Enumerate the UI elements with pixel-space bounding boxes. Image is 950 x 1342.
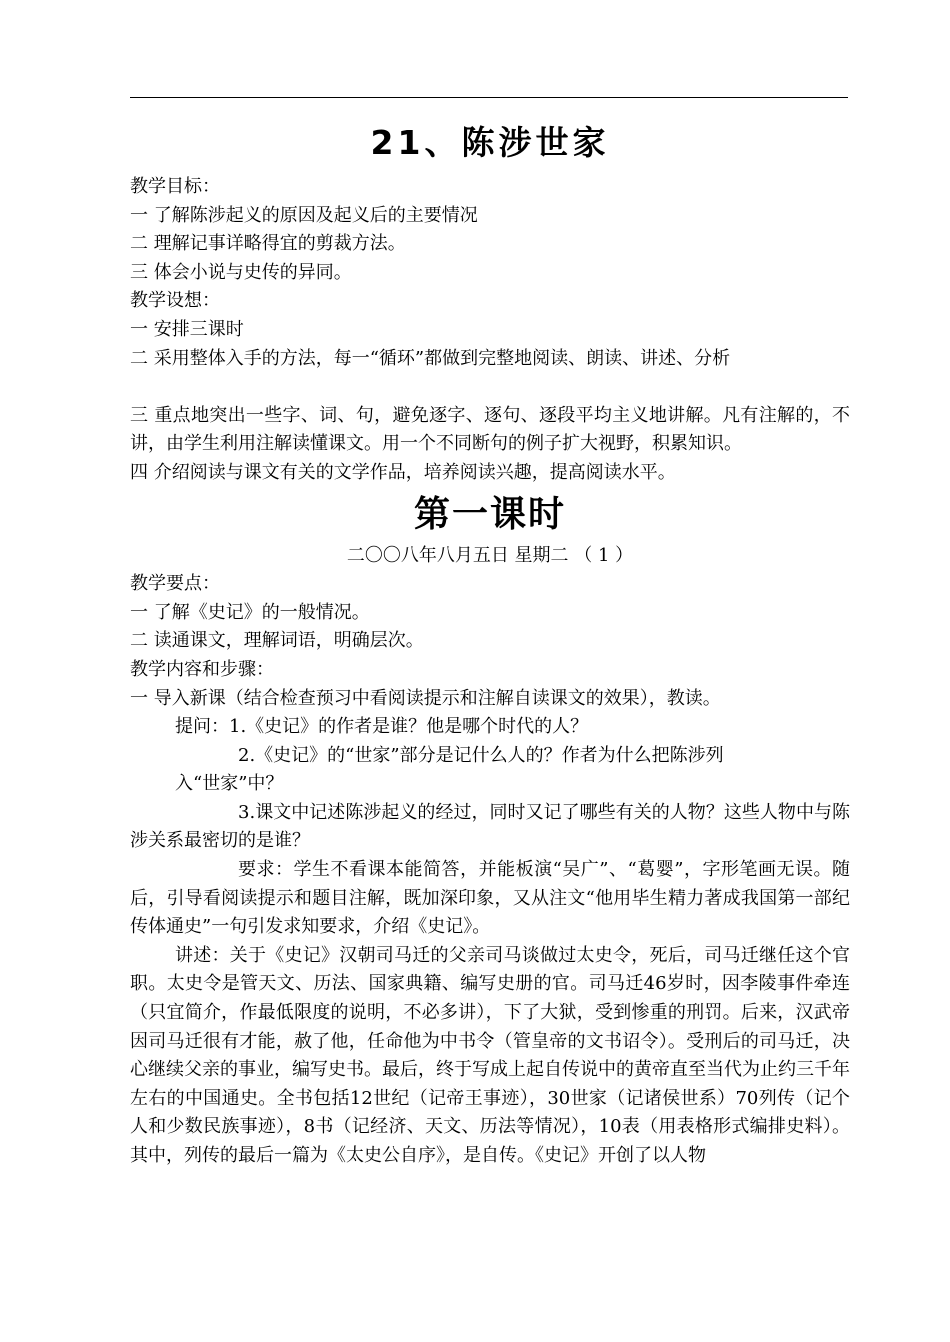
question-2-line1: 2.《史记》的“世家”部分是记什么人的？作者为什么把陈涉列 — [238, 744, 724, 766]
points-heading: 教学要点： — [130, 573, 220, 595]
design-item: 四 介绍阅读与课文有关的文学作品，培养阅读兴趣，提高阅读水平。 — [130, 461, 676, 483]
lecture-paragraph: 讲述：关于《史记》汉朝司马迁的父亲司马谈做过太史令，死后，司马迁继任这个官职。太史令是管天文、历法、国家典籍、编写史册的官。司马迁46岁时，因李陵事件牵连（只宜简介，作最低限度的说明，不必多讲），下了大狱，受到惨重的刑罚。后来，汉武帝因司马迁很有才能，赦了他，任命他为中书令（管皇帝的文书诏令）。受刑后的司马迁，决心继续父亲的事业，编写史书。最后，终于写成上起自传说中的黄帝直至当代为止约三千年左右的中国通史。全书包括12世纪（记帝王事迹），30世家（记诸侯世系）70列传（记个人和少数民族事迹），8书（记经济、天文、历法等情况），10表（用表格形式编排史料）。其中，列传的最后一篇为《太史公自序》，是自传。《史记》开创了以人物 — [130, 944, 850, 1166]
design-item: 二 采用整体入手的方法，每一“循环”都做到完整地阅读、朗读、讲述、分析 — [130, 347, 731, 369]
design-item: 三 重点地突出一些字、词、句，避免逐字、逐句、逐段平均主义地讲解。凡有注解的，不讲，由学生利用注解读懂课文。用一个不同断句的例子扩大视野，积累知识。 — [130, 404, 850, 455]
steps-heading: 教学内容和步骤： — [130, 658, 274, 680]
document-body — [130, 118, 850, 1171]
goal-item: 一 了解陈涉起义的原因及起义后的主要情况 — [130, 204, 478, 226]
goal-item: 二 理解记事详略得宜的剪裁方法。 — [130, 233, 406, 255]
step-item: 一 导入新课（结合检查预习中看阅读提示和注解自读课文的效果），教读。 — [130, 687, 721, 709]
lesson-title: 第一课时 — [413, 493, 566, 535]
document-title: 21、陈涉世家 — [370, 123, 610, 162]
question-3: 3.课文中记述陈涉起义的经过，同时又记了哪些有关的人物？这些人物中与陈涉关系最密切的是谁？ — [130, 801, 850, 852]
header-rule — [130, 97, 848, 98]
blank-line — [130, 373, 850, 402]
question-1: 提问：1.《史记》的作者是谁？他是哪个时代的人？ — [175, 716, 589, 738]
requirement-paragraph: 要求：学生不看课本能简答，并能板演“吴广”、“葛婴”，字形笔画无误。随后，引导看阅读提示和题目注解，既加深印象，又从注文“他用毕生精力著成我国第一部纪传体通史”一句引发求知要求，介绍《史记》。 — [130, 859, 850, 938]
date-line: 二〇〇八年八月五日 星期二 （ 1 ） — [346, 544, 634, 566]
design-heading: 教学设想： — [130, 290, 220, 312]
goal-item: 三 体会小说与史传的异同。 — [130, 261, 352, 283]
design-item: 一 安排三课时 — [130, 318, 244, 340]
point-item: 二 读通课文，理解词语，明确层次。 — [130, 630, 424, 652]
point-item: 一 了解《史记》的一般情况。 — [130, 601, 370, 623]
goals-heading: 教学目标： — [130, 176, 220, 197]
question-2-line2: 入“世家”中？ — [175, 773, 284, 795]
